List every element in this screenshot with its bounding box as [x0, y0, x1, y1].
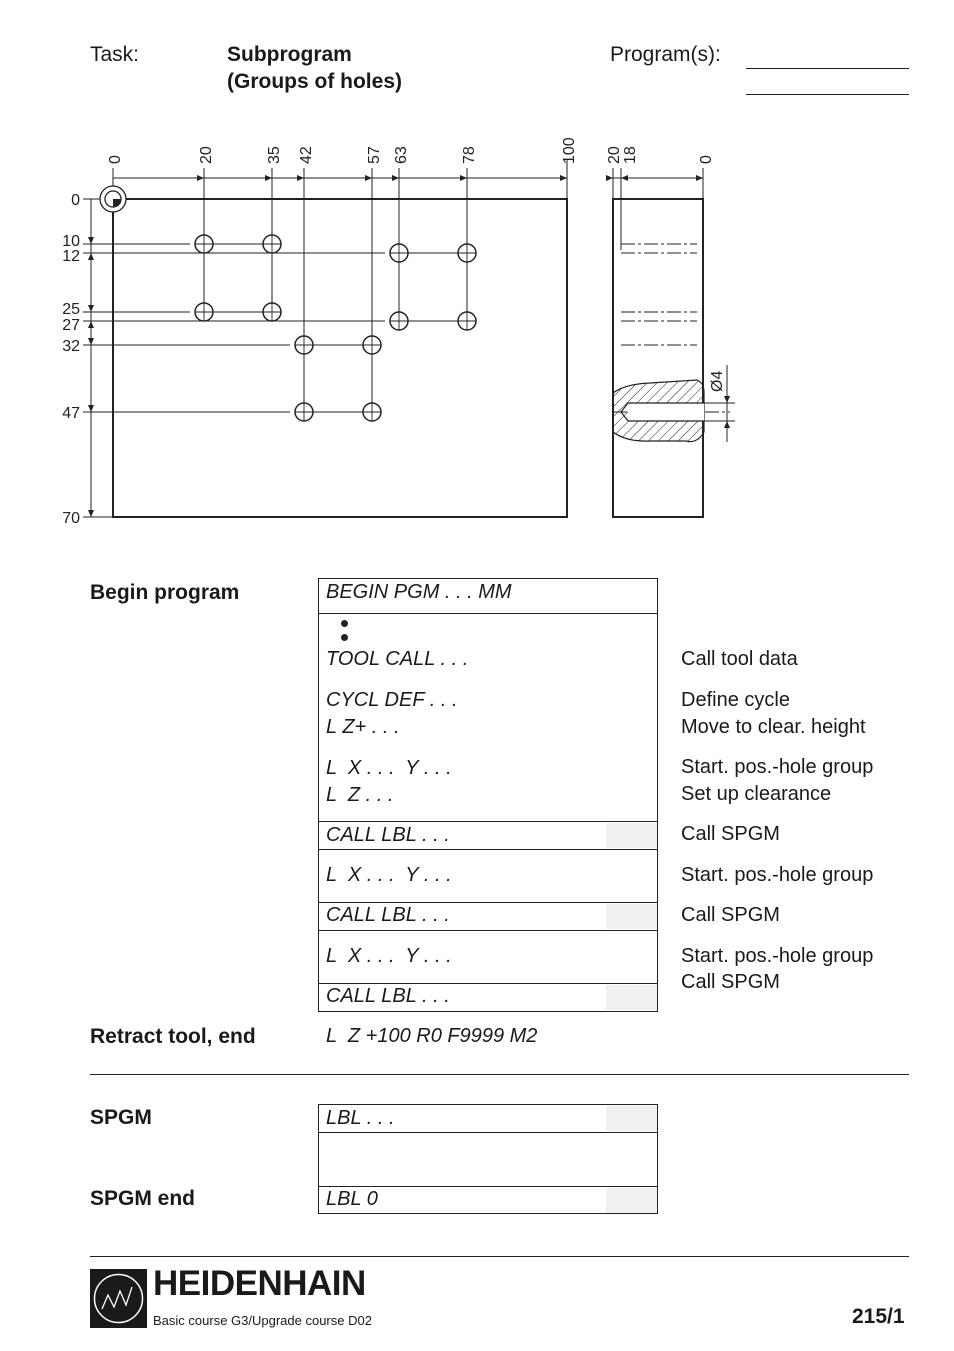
code-begin-pgm: BEGIN PGM . . . MM	[326, 581, 512, 603]
code-l-xy-1: L X . . . Y . . .	[326, 757, 452, 779]
code-retract: L Z +100 R0 F9999 M2	[326, 1025, 538, 1047]
lbl0-shade	[606, 1188, 657, 1213]
ellipsis-dot	[341, 634, 348, 641]
code-cycl-def: CYCL DEF . . .	[326, 689, 458, 711]
logo-emblem-icon	[90, 1269, 147, 1328]
note-start-pos-1: Start. pos.-hole group	[681, 756, 874, 778]
divider	[318, 930, 658, 931]
dim-top-78: 78	[461, 146, 478, 164]
dim-top-57: 57	[366, 146, 383, 164]
task-label: Task:	[90, 43, 140, 66]
course-text: Basic course G3/Upgrade course D02	[153, 1313, 372, 1328]
note-call-spgm-1: Call SPGM	[681, 823, 780, 845]
code-l-z: L Z . . .	[326, 784, 394, 806]
dim-top-20: 20	[198, 146, 215, 164]
dim-left-70: 70	[62, 510, 80, 527]
dim-left-32: 32	[62, 338, 80, 355]
note-call-tool-data: Call tool data	[681, 648, 798, 670]
dim-side-20: 20	[606, 146, 623, 164]
code-l-z-plus: L Z+ . . .	[326, 716, 400, 738]
note-define-cycle: Define cycle	[681, 689, 790, 711]
dim-top-35: 35	[266, 146, 283, 164]
call-lbl-shade-1	[606, 823, 657, 848]
divider	[318, 1132, 658, 1133]
call-lbl-shade-3	[606, 985, 657, 1010]
page-number: 215/1	[852, 1305, 905, 1328]
dim-top-63: 63	[393, 146, 410, 164]
divider	[318, 983, 658, 984]
note-set-up-clearance: Set up clearance	[681, 783, 832, 805]
task-title-line1: Subprogram	[227, 43, 352, 66]
footer-separator	[90, 1256, 909, 1257]
call-lbl-shade-2	[606, 904, 657, 929]
code-call-lbl-1: CALL LBL . . .	[326, 824, 450, 846]
divider	[318, 821, 658, 822]
retract-label: Retract tool, end	[90, 1025, 256, 1048]
note-call-spgm-2: Call SPGM	[681, 904, 780, 926]
code-lbl0: LBL 0	[326, 1188, 378, 1210]
begin-program-label: Begin program	[90, 581, 240, 604]
note-move-clear: Move to clear. height	[681, 716, 866, 738]
dim-left-10: 10	[62, 233, 80, 250]
dim-side-18: 18	[622, 146, 639, 164]
code-call-lbl-2: CALL LBL . . .	[326, 904, 450, 926]
dim-side-0: 0	[698, 155, 715, 164]
spgm-label: SPGM	[90, 1106, 152, 1129]
code-call-lbl-3: CALL LBL . . .	[326, 985, 450, 1007]
plate-outline	[113, 199, 567, 517]
code-tool-call: TOOL CALL . . .	[326, 648, 469, 670]
brand-name: HEIDENHAIN	[153, 1264, 366, 1303]
dim-left-12: 12	[62, 248, 80, 265]
note-start-pos-3: Start. pos.-hole group	[681, 945, 874, 967]
code-l-xy-2: L X . . . Y . . .	[326, 864, 452, 886]
lbl-shade	[606, 1106, 657, 1131]
dim-left-27: 27	[62, 317, 80, 334]
code-lbl: LBL . . .	[326, 1107, 395, 1129]
section-separator	[90, 1074, 909, 1075]
note-call-spgm-3: Call SPGM	[681, 971, 780, 993]
task-title-line2: (Groups of holes)	[227, 70, 402, 93]
code-l-xy-3: L X . . . Y . . .	[326, 945, 452, 967]
dim-top-0: 0	[107, 155, 124, 164]
technical-drawing	[0, 0, 954, 560]
divider	[318, 613, 658, 614]
divider	[318, 1186, 658, 1187]
diameter-label: Ø4	[709, 370, 726, 392]
dim-top-100: 100	[561, 137, 578, 164]
side-view-outline	[613, 199, 703, 517]
programs-label: Program(s):	[610, 43, 721, 66]
dim-left-25: 25	[62, 301, 80, 318]
heidenhain-logo	[90, 1269, 147, 1328]
ellipsis-dot	[341, 620, 348, 627]
divider	[318, 902, 658, 903]
dim-left-47: 47	[62, 405, 80, 422]
spgm-end-label: SPGM end	[90, 1187, 196, 1210]
note-start-pos-2: Start. pos.-hole group	[681, 864, 874, 886]
dim-top-42: 42	[298, 146, 315, 164]
divider	[318, 849, 658, 850]
dim-left-0: 0	[71, 192, 80, 209]
